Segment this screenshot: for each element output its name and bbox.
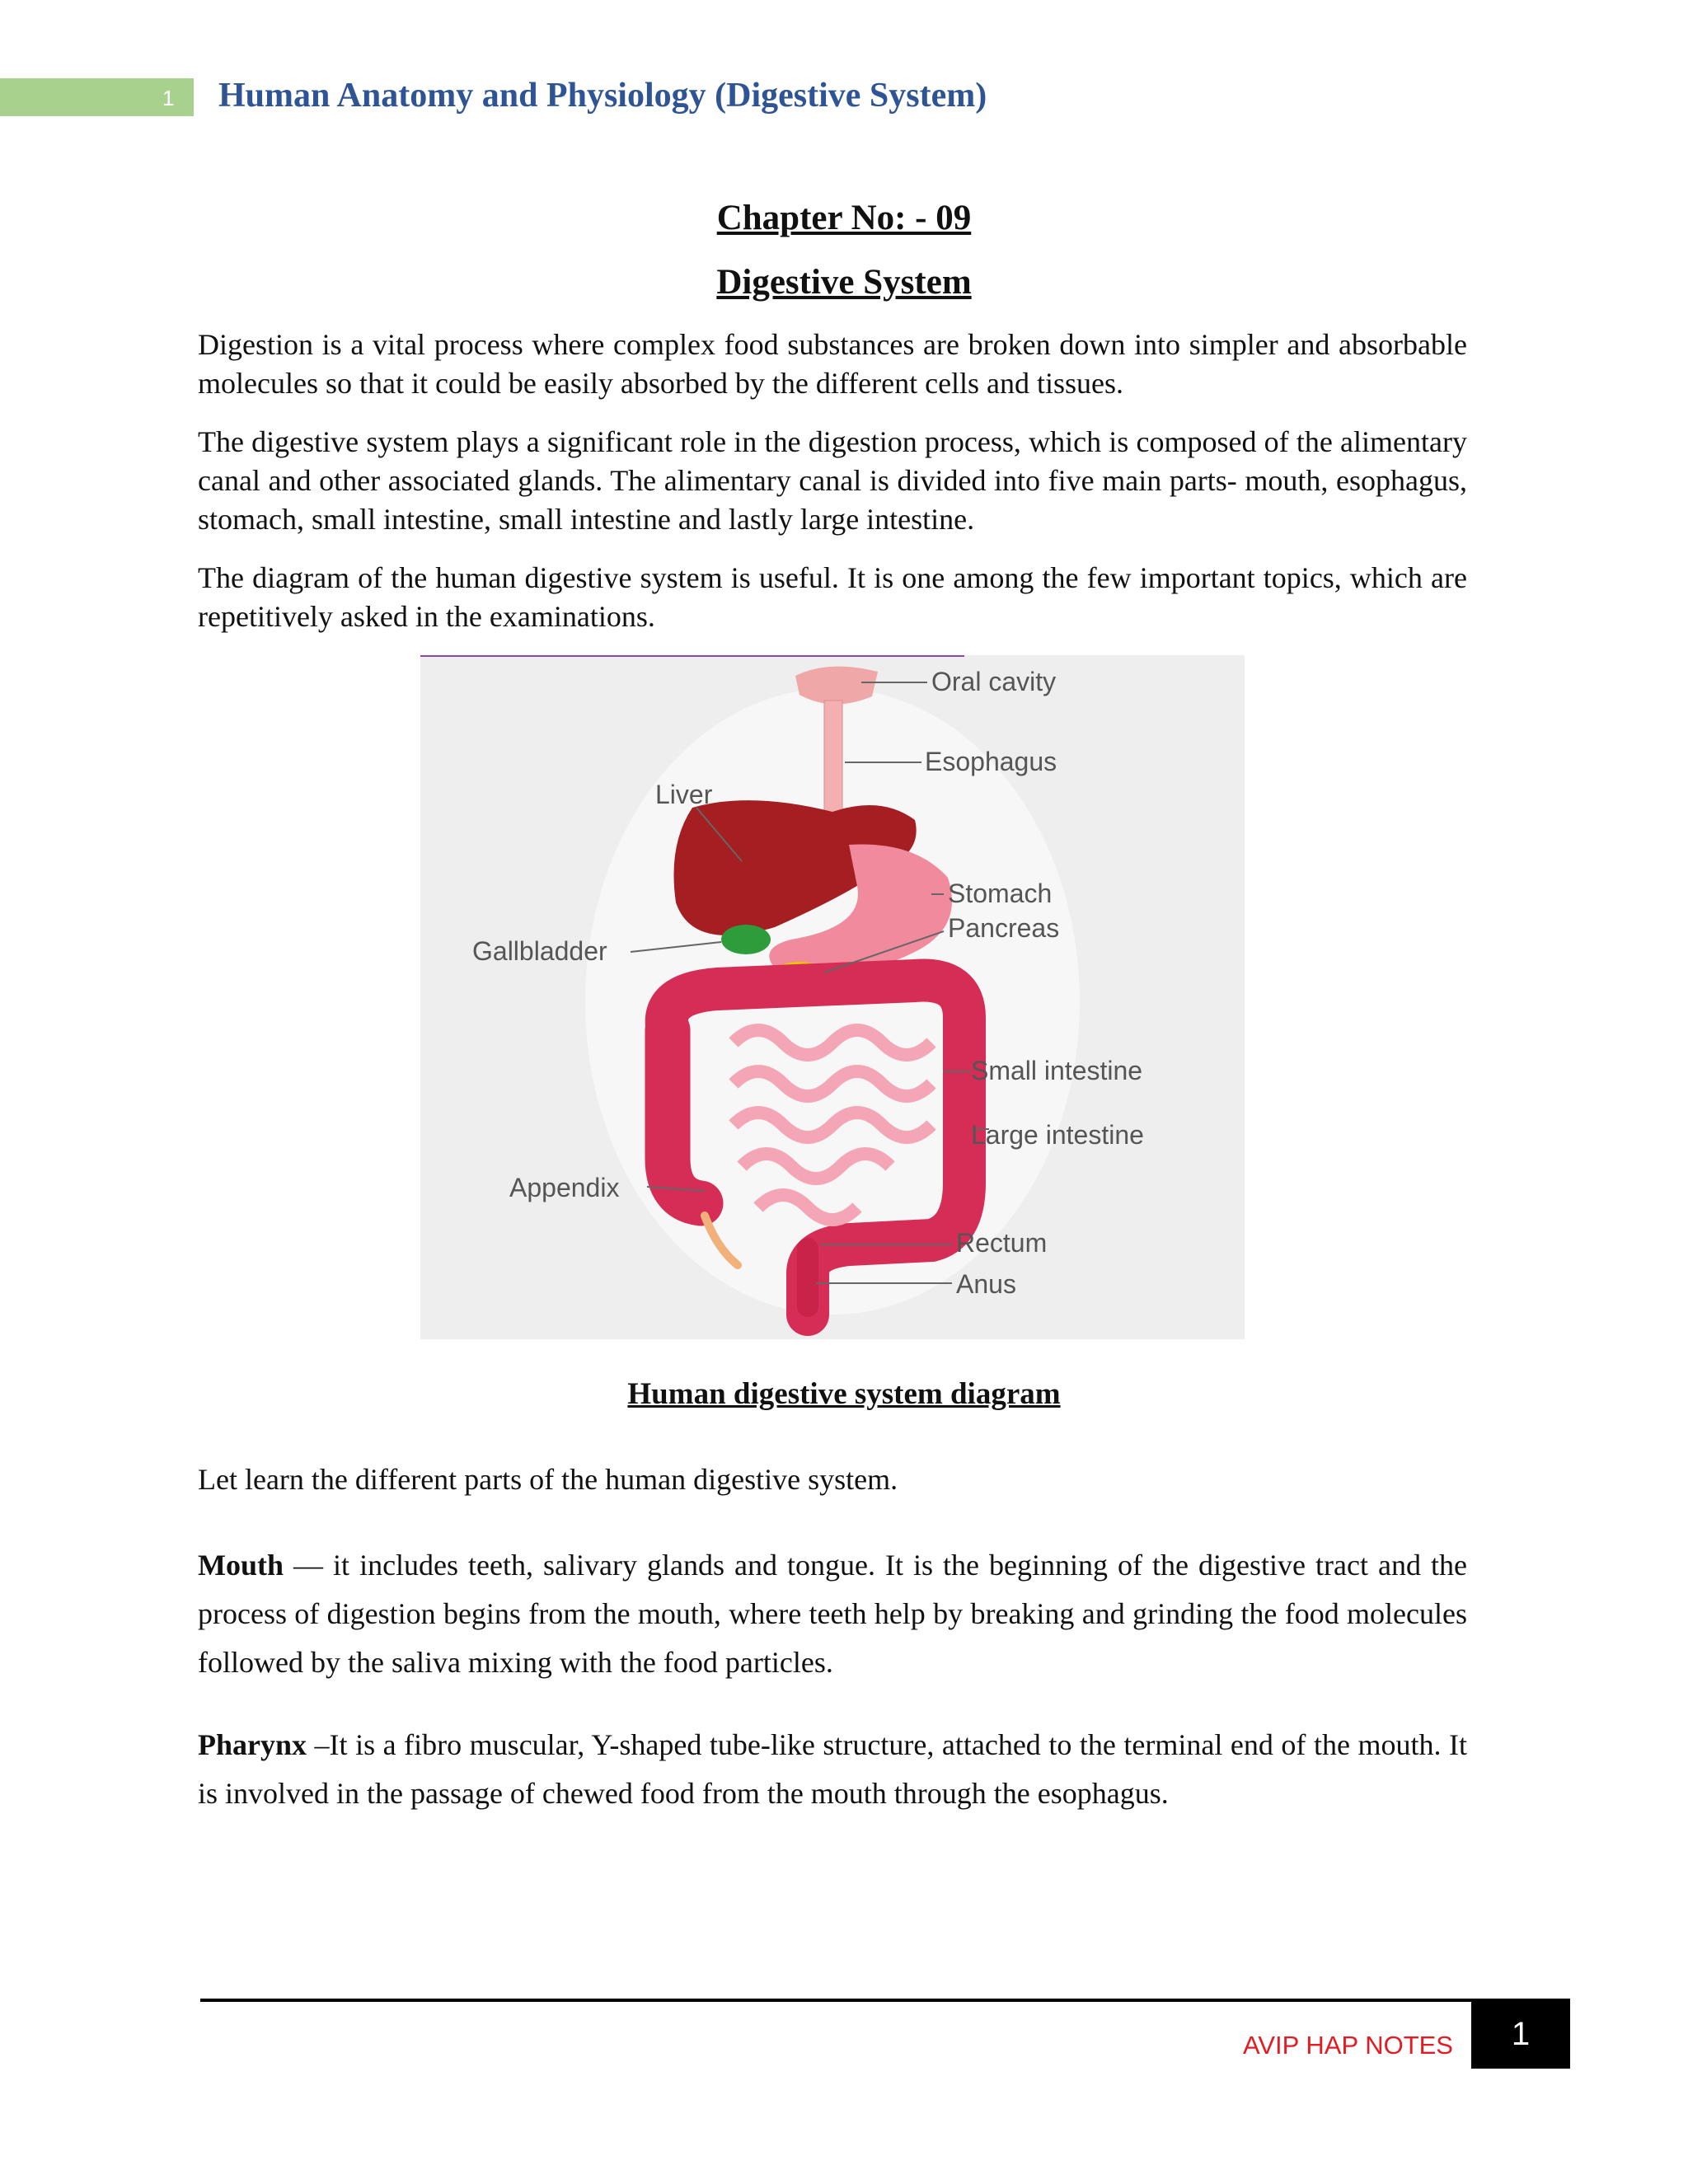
header-page-number: 1 [162, 86, 175, 110]
label-small-intestine: Small intestine [971, 1056, 1143, 1085]
label-liver: Liver [655, 780, 713, 809]
label-gallbladder: Gallbladder [472, 936, 607, 966]
paragraph-3: The diagram of the human digestive system is useful. It is one among the few important topics, which are repetitively asked in the examinations. [198, 561, 1467, 633]
figure-caption: Human digestive system diagram [627, 1377, 1061, 1411]
paragraph-2: The digestive system plays a significant role in the digestion process, which is composed of the alimentary canal and other associated glands. The alimentary canal is divided into five main parts- mouth, esophagus, stomach, small intestine, small intestine and lastly large intestine. [198, 425, 1467, 536]
footer-rule [200, 1999, 1570, 2002]
label-oral-cavity: Oral cavity [931, 667, 1057, 696]
term-mouth-text: — it includes teeth, salivary glands and tongue. It is the beginning of the digestive tract and the process of digestion begins from the mouth, where teeth help by breaking and grinding the food molecules followed by the saliva mixing with the food particles. [198, 1549, 1467, 1679]
section-heading: Digestive System [716, 263, 972, 302]
chapter-heading: Chapter No: - 09 [716, 199, 972, 237]
label-rectum: Rectum [956, 1228, 1048, 1258]
term-mouth [198, 1541, 1467, 1687]
label-large-intestine: Large intestine [971, 1120, 1144, 1150]
gallbladder-shape [721, 925, 771, 954]
term-pharynx-label: Pharynx [198, 1728, 307, 1761]
label-esophagus: Esophagus [925, 747, 1057, 776]
digestive-system-diagram [420, 655, 1245, 1339]
oral-cavity-shape [795, 667, 878, 705]
paragraph-1: Digestion is a vital process where complex food substances are broken down into simpler and absorbable molecules so that it could be easily absorbed by the different cells and tissues. [198, 328, 1467, 400]
term-mouth-label: Mouth [198, 1549, 284, 1582]
term-pharynx-text: –It is a fibro muscular, Y-shaped tube-like structure, attached to the terminal end of the mouth. It is involved in the passage of chewed food from the mouth through the esophagus. [198, 1728, 1467, 1810]
term-pharynx [198, 1721, 1467, 1818]
label-stomach: Stomach [948, 879, 1053, 908]
footer-notes-label: AVIP HAP NOTES [1243, 2031, 1453, 2060]
label-anus: Anus [956, 1269, 1016, 1299]
document-header-title: Human Anatomy and Physiology (Digestive System) [218, 77, 987, 115]
intro-line: Let learn the different parts of the human digestive system. [198, 1463, 898, 1496]
footer-page-number: 1 [1471, 2001, 1570, 2069]
label-appendix: Appendix [509, 1173, 620, 1202]
label-pancreas: Pancreas [948, 913, 1060, 943]
